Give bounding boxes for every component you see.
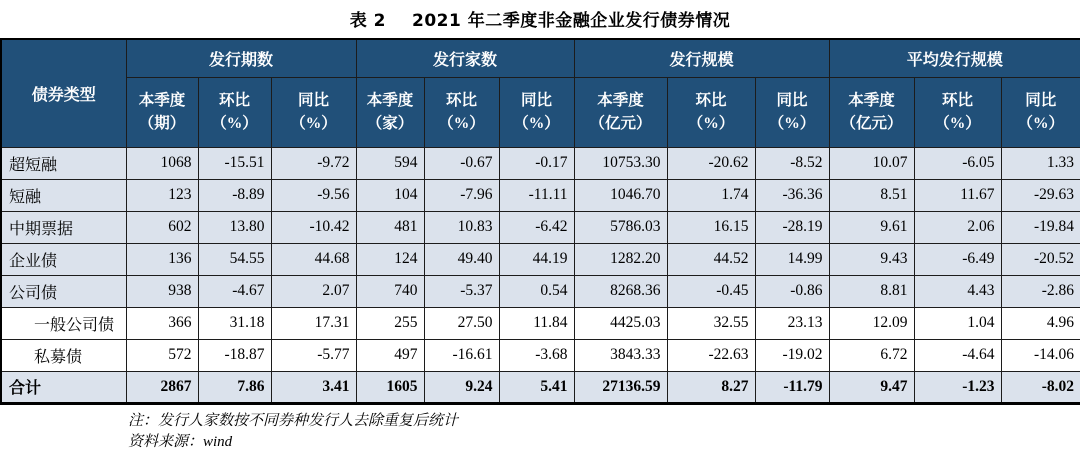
table-body bbox=[1, 147, 1080, 403]
value-cell: -6.42 bbox=[499, 211, 574, 243]
value-cell: 8.81 bbox=[829, 275, 914, 307]
col-header: 同比 （%） bbox=[271, 77, 356, 147]
value-cell: -9.56 bbox=[271, 179, 356, 211]
value-cell: -11.79 bbox=[755, 371, 829, 403]
table-title bbox=[0, 6, 1080, 31]
value-cell: 12.09 bbox=[829, 307, 914, 339]
group-header-row bbox=[1, 39, 1080, 77]
col-header: 本季度 （亿元） bbox=[574, 77, 667, 147]
value-cell: 136 bbox=[126, 243, 198, 275]
value-cell: 2.07 bbox=[271, 275, 356, 307]
value-cell: 497 bbox=[356, 339, 424, 371]
value-cell: -7.96 bbox=[424, 179, 499, 211]
col-header: 同比 （%） bbox=[499, 77, 574, 147]
value-cell: 31.18 bbox=[198, 307, 271, 339]
value-cell: 4.43 bbox=[914, 275, 1001, 307]
col-header: 同比 （%） bbox=[755, 77, 829, 147]
value-cell: 740 bbox=[356, 275, 424, 307]
value-cell: 1605 bbox=[356, 371, 424, 403]
value-cell: 23.13 bbox=[755, 307, 829, 339]
value-cell: -36.36 bbox=[755, 179, 829, 211]
value-cell: -5.37 bbox=[424, 275, 499, 307]
row-label: 合计 bbox=[1, 371, 126, 403]
value-cell: -2.86 bbox=[1001, 275, 1080, 307]
value-cell: -11.11 bbox=[499, 179, 574, 211]
col-header: 环比 （%） bbox=[198, 77, 271, 147]
value-cell: -1.23 bbox=[914, 371, 1001, 403]
value-cell: -8.89 bbox=[198, 179, 271, 211]
value-cell: -5.77 bbox=[271, 339, 356, 371]
value-cell: -15.51 bbox=[198, 147, 271, 179]
value-cell: 2867 bbox=[126, 371, 198, 403]
value-cell: -28.19 bbox=[755, 211, 829, 243]
value-cell: -6.05 bbox=[914, 147, 1001, 179]
value-cell: 9.47 bbox=[829, 371, 914, 403]
value-cell: -6.49 bbox=[914, 243, 1001, 275]
col-header: 环比 （%） bbox=[914, 77, 1001, 147]
value-cell: -14.06 bbox=[1001, 339, 1080, 371]
table-row bbox=[1, 211, 1080, 243]
row-label: 一般公司债 bbox=[1, 307, 126, 339]
value-cell: 1282.20 bbox=[574, 243, 667, 275]
value-cell: 11.84 bbox=[499, 307, 574, 339]
group-header-issue-count: 发行期数 bbox=[126, 39, 356, 77]
value-cell: -0.86 bbox=[755, 275, 829, 307]
value-cell: 14.99 bbox=[755, 243, 829, 275]
value-cell: 4425.03 bbox=[574, 307, 667, 339]
footnote-line: 资料来源：wind bbox=[128, 434, 233, 451]
row-label: 中期票据 bbox=[1, 211, 126, 243]
value-cell: 44.19 bbox=[499, 243, 574, 275]
value-cell: 16.15 bbox=[667, 211, 755, 243]
value-cell: 572 bbox=[126, 339, 198, 371]
col-header: 环比 （%） bbox=[424, 77, 499, 147]
value-cell: 10.83 bbox=[424, 211, 499, 243]
value-cell: -29.63 bbox=[1001, 179, 1080, 211]
value-cell: 3843.33 bbox=[574, 339, 667, 371]
col-header: 本季度 （家） bbox=[356, 77, 424, 147]
value-cell: 1068 bbox=[126, 147, 198, 179]
value-cell: -9.72 bbox=[271, 147, 356, 179]
value-cell: 2.06 bbox=[914, 211, 1001, 243]
value-cell: 1.33 bbox=[1001, 147, 1080, 179]
footnote-line: 注：发行人家数按不同券种发行人去除重复后统计 bbox=[128, 412, 459, 429]
value-cell: 0.54 bbox=[499, 275, 574, 307]
value-cell: -20.52 bbox=[1001, 243, 1080, 275]
value-cell: 1046.70 bbox=[574, 179, 667, 211]
value-cell: 54.55 bbox=[198, 243, 271, 275]
value-cell: 938 bbox=[126, 275, 198, 307]
value-cell: 602 bbox=[126, 211, 198, 243]
col-header: 本季度 （期） bbox=[126, 77, 198, 147]
value-cell: 594 bbox=[356, 147, 424, 179]
value-cell: -16.61 bbox=[424, 339, 499, 371]
group-header-issue-scale: 发行规模 bbox=[574, 39, 829, 77]
value-cell: 104 bbox=[356, 179, 424, 211]
value-cell: 11.67 bbox=[914, 179, 1001, 211]
row-label: 短融 bbox=[1, 179, 126, 211]
col-header: 同比 （%） bbox=[1001, 77, 1080, 147]
value-cell: 9.61 bbox=[829, 211, 914, 243]
value-cell: -19.84 bbox=[1001, 211, 1080, 243]
value-cell: 124 bbox=[356, 243, 424, 275]
table-title-label: 表 2 bbox=[349, 11, 386, 31]
value-cell: 32.55 bbox=[667, 307, 755, 339]
value-cell: 8268.36 bbox=[574, 275, 667, 307]
value-cell: 6.72 bbox=[829, 339, 914, 371]
table-row bbox=[1, 243, 1080, 275]
value-cell: -18.87 bbox=[198, 339, 271, 371]
value-cell: 8.27 bbox=[667, 371, 755, 403]
value-cell: 1.74 bbox=[667, 179, 755, 211]
table-row bbox=[1, 275, 1080, 307]
value-cell: -8.52 bbox=[755, 147, 829, 179]
value-cell: -22.63 bbox=[667, 339, 755, 371]
value-cell: 13.80 bbox=[198, 211, 271, 243]
value-cell: -10.42 bbox=[271, 211, 356, 243]
col-header: 本季度 （亿元） bbox=[829, 77, 914, 147]
table-row bbox=[1, 147, 1080, 179]
value-cell: 4.96 bbox=[1001, 307, 1080, 339]
value-cell: -3.68 bbox=[499, 339, 574, 371]
value-cell: 9.24 bbox=[424, 371, 499, 403]
table-row bbox=[1, 307, 1080, 339]
value-cell: 481 bbox=[356, 211, 424, 243]
value-cell: 44.68 bbox=[271, 243, 356, 275]
table-header bbox=[1, 39, 1080, 147]
value-cell: 123 bbox=[126, 179, 198, 211]
corner-header-bond-type: 债券类型 bbox=[1, 39, 126, 147]
value-cell: -4.67 bbox=[198, 275, 271, 307]
value-cell: -8.02 bbox=[1001, 371, 1080, 403]
value-cell: 17.31 bbox=[271, 307, 356, 339]
value-cell: 3.41 bbox=[271, 371, 356, 403]
table-row bbox=[1, 371, 1080, 403]
value-cell: -19.02 bbox=[755, 339, 829, 371]
value-cell: 9.43 bbox=[829, 243, 914, 275]
value-cell: 27.50 bbox=[424, 307, 499, 339]
footnotes bbox=[128, 411, 1080, 451]
value-cell: -20.62 bbox=[667, 147, 755, 179]
value-cell: 5786.03 bbox=[574, 211, 667, 243]
value-cell: 255 bbox=[356, 307, 424, 339]
value-cell: 1.04 bbox=[914, 307, 1001, 339]
row-label: 私募债 bbox=[1, 339, 126, 371]
sub-header-row bbox=[1, 77, 1080, 147]
col-header: 环比 （%） bbox=[667, 77, 755, 147]
value-cell: 49.40 bbox=[424, 243, 499, 275]
value-cell: 366 bbox=[126, 307, 198, 339]
value-cell: -0.45 bbox=[667, 275, 755, 307]
group-header-average-issue-scale: 平均发行规模 bbox=[829, 39, 1080, 77]
row-label: 超短融 bbox=[1, 147, 126, 179]
group-header-issuer-count: 发行家数 bbox=[356, 39, 574, 77]
table-title-text: 2021 年二季度非金融企业发行债券情况 bbox=[412, 11, 731, 31]
value-cell: 7.86 bbox=[198, 371, 271, 403]
row-label: 公司债 bbox=[1, 275, 126, 307]
value-cell: 5.41 bbox=[499, 371, 574, 403]
value-cell: 10753.30 bbox=[574, 147, 667, 179]
value-cell: 8.51 bbox=[829, 179, 914, 211]
row-label: 企业债 bbox=[1, 243, 126, 275]
bond-issuance-table bbox=[0, 38, 1080, 405]
value-cell: -4.64 bbox=[914, 339, 1001, 371]
value-cell: 27136.59 bbox=[574, 371, 667, 403]
value-cell: 44.52 bbox=[667, 243, 755, 275]
value-cell: -0.17 bbox=[499, 147, 574, 179]
table-row bbox=[1, 339, 1080, 371]
value-cell: -0.67 bbox=[424, 147, 499, 179]
value-cell: 10.07 bbox=[829, 147, 914, 179]
table-row bbox=[1, 179, 1080, 211]
